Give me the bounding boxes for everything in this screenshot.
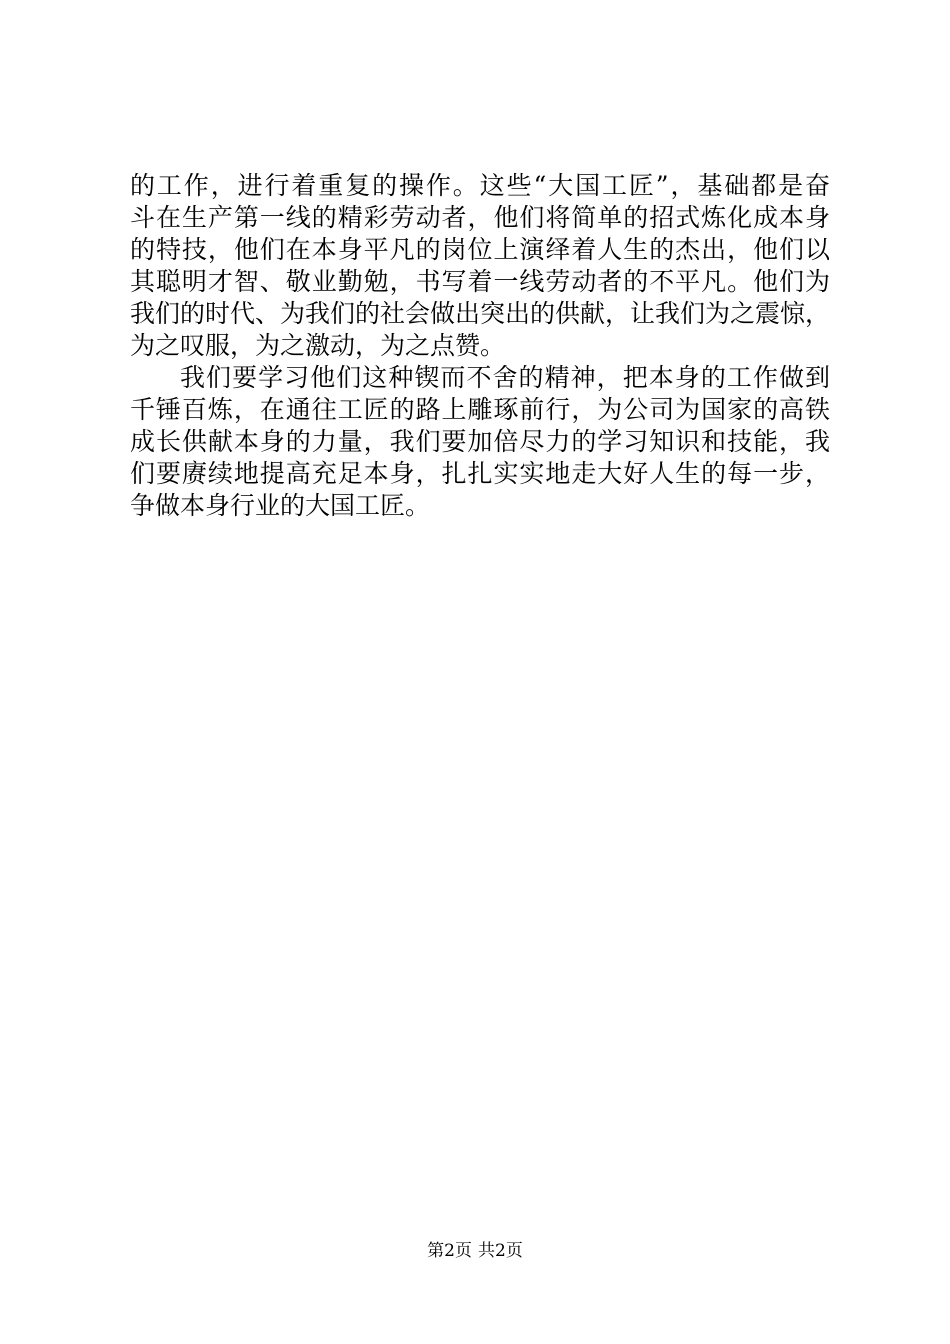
text-line: 的工作，进行着重复的操作。这些“大国工匠”，基础都是奋 [130, 171, 830, 200]
text-line: 斗在生产第一线的精彩劳动者，他们将简单的招式炼化成本身 [130, 203, 830, 232]
text-line: 我们要学习他们这种锲而不舍的精神，把本身的工作做到 [180, 363, 830, 392]
text-line: 千锤百炼，在通往工匠的路上雕琢前行，为公司为国家的高铁 [130, 395, 830, 424]
text-line: 为之叹服，为之激动，为之点赞。 [130, 331, 506, 360]
paragraph-2 [130, 362, 830, 522]
text-line: 们要赓续地提高充足本身，扎扎实实地走大好人生的每一步， [130, 459, 830, 488]
text-line: 的特技，他们在本身平凡的岗位上演绎着人生的杰出，他们以 [130, 235, 830, 264]
text-line: 其聪明才智、敬业勤勉，书写着一线劳动者的不平凡。他们为 [130, 267, 830, 296]
page-number-total: 共2页 [478, 1241, 523, 1261]
text-line: 成长供献本身的力量，我们要加倍尽力的学习知识和技能，我 [130, 427, 830, 456]
text-line: 我们的时代、为我们的社会做出突出的供献，让我们为之震惊， [130, 299, 831, 328]
text-line: 争做本身行业的大国工匠。 [130, 491, 431, 520]
body-text [130, 170, 830, 522]
page-number-current: 第2页 [427, 1241, 472, 1261]
page-footer [0, 1240, 950, 1262]
paragraph-1 [130, 170, 830, 362]
